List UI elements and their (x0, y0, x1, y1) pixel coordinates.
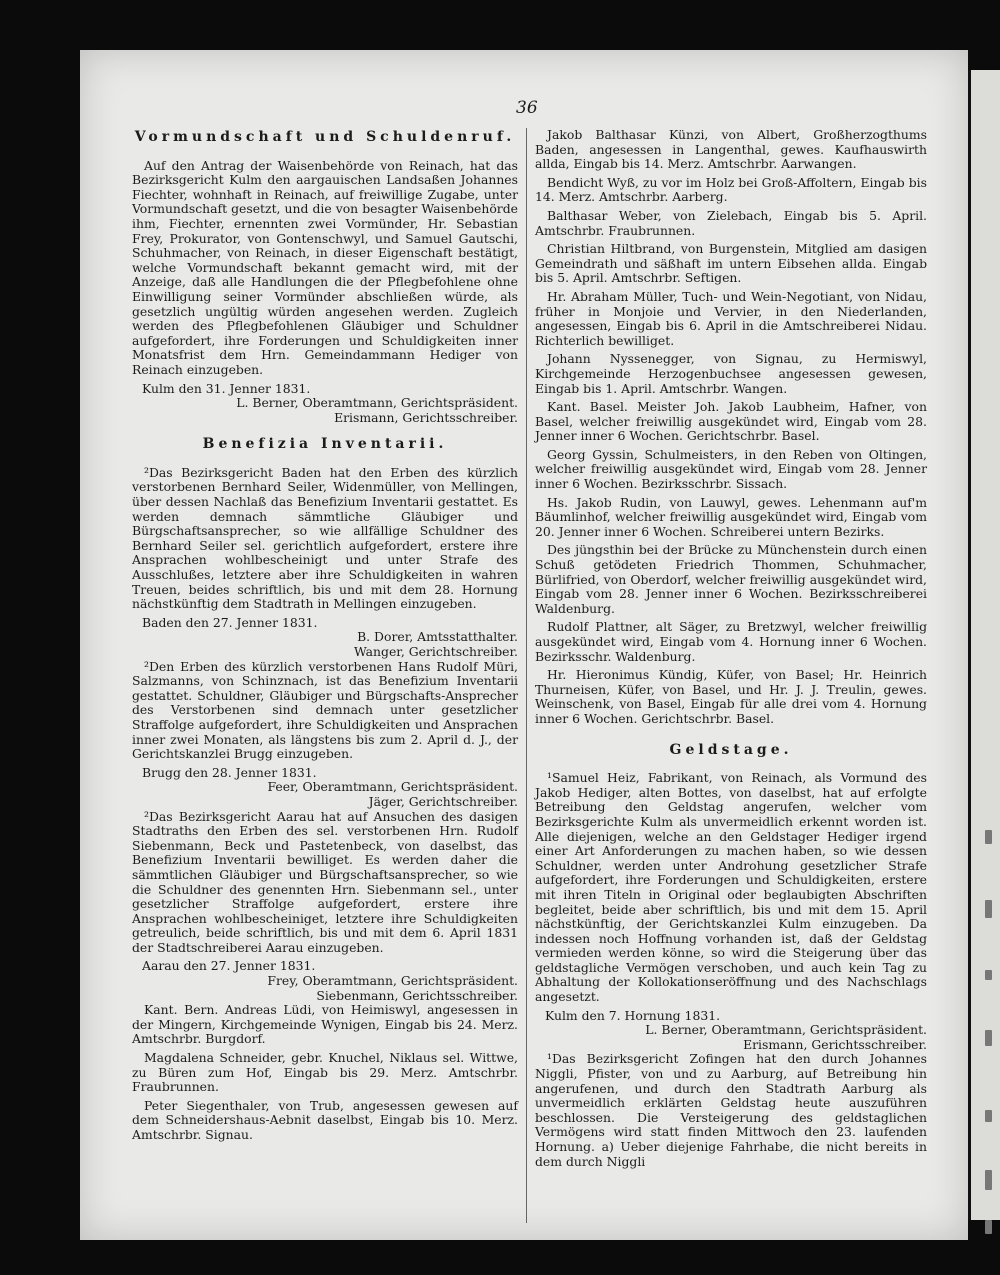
section-heading-geldstage: Geldstage. (669, 741, 793, 758)
notice-entry: Kant. Basel. Meister Joh. Jakob Laubheim, Hafner, von Basel, welcher freiwillig ausgekündet wird, Eingab vom 28. Jenner inner 6 Wochen. Gerichtschrbr. Basel. (535, 399, 927, 444)
column-divider (526, 128, 527, 1223)
section-heading-vormundschaft: Vormundschaft und Schuldenruf. (134, 129, 516, 145)
notice-date: Kulm den 7. Hornung 1831. (545, 1007, 721, 1023)
notice-date: Kulm den 31. Jenner 1831. (142, 380, 311, 396)
notice-entry: Christian Hiltbrand, von Burgenstein, Mitglied am dasigen Gemeindrath und säßhaft im untern Eibsehen allda. Eingab bis 5. April. Amtschrbr. Seftigen. (535, 241, 927, 286)
adjacent-page-edge (968, 70, 1000, 1220)
notice-text: ²Das Bezirksgericht Baden hat den Erben des kürzlich verstorbenen Bernhard Seiler, Widenmüller, von Mellingen, über dessen Nachlaß das Benefizium Inventarii gestattet. Es werden demnach sämmtliche Gläubiger und Bürgschaftsansprecher, so wie allfällige Schuldner des Bernhard Seiler sel. gerichtlich aufgefordert, erstere ihre Ansprachen wohlbescheinigt und unter Strafe des Ausschlußes, letztere aber ihre Schuldigkeiten in wahren Treuen, beides schriftlich, bis und mit dem 28. Hornung nächstkünftig dem Stadtrath in Mellingen einzugeben. (132, 464, 518, 612)
notice-entry: Rudolf Plattner, alt Säger, zu Bretzwyl, welcher freiwillig ausgekündet wird, Eingab vom 4. Hornung inner 6 Wochen. Bezirksschr. Waldenburg. (535, 619, 927, 664)
notice-entry: Peter Siegenthaler, von Trub, angesessen gewesen auf dem Schneidershaus-Aebnit daselbst, Eingab bis 10. Merz. Amtschrbr. Signau. (132, 1097, 518, 1142)
notice-signature: L. Berner, Oberamtmann, Gerichtspräsident. (236, 395, 518, 411)
page-number: 36 (516, 98, 538, 118)
notice-text: ²Den Erben des kürzlich verstorbenen Hans Rudolf Müri, Salzmanns, von Schinznach, ist das Benefizium Inventarii gestattet. Schuldner, Gläubiger und Bürgschafts-Ansprecher des Verstorbenen sind demnach unter gesetzlicher Straffolge aufgefordert, ihre Schuldigkeiten und Ansprachen inner zwei Monaten, als längstens bis zum 2. April d. J., der Gerichtskanzlei Brugg einzugeben. (132, 658, 518, 762)
notice-signature: B. Dorer, Amtsstatthalter. (357, 629, 518, 645)
notice-signature: Wanger, Gerichtschreiber. (353, 644, 518, 659)
left-column (132, 128, 518, 1147)
notice-signature: Feer, Oberamtmann, Gerichtspräsident. (267, 779, 518, 795)
notice-entry: Hs. Jakob Rudin, von Lauwyl, gewes. Lehenmann auf'm Bäumlinhof, welcher freiwillig ausgekündet wird, Eingab vom 20. Jenner inner 6 Wochen. Schreiberei untern Bezirks. (535, 494, 927, 539)
notice-text: ²Das Bezirksgericht Aarau hat auf Ansuchen des dasigen Stadtraths den Erben des sel. verstorbenen Hrn. Rudolf Siebenmann, Beck und Pastetenbeck, von daselbst, das Benefizium Inventarii bewilliget. Es werden daher die sämmtlichen Gläubiger und Bürgschaftsansprecher, so wie die Schuldner des genennten Hrn. Siebenmann sel., unter gesetzlicher Straffolge aufgefordert, erstere ihre Ansprachen wohlbescheiniget, letztere ihre Schuldigkeiten getreulich, beide schriftlich, bis und mit dem 6. April 1831 der Stadtschreiberei Aarau einzugeben. (132, 808, 518, 955)
notice-entry: Magdalena Schneider, gebr. Knuchel, Niklaus sel. Wittwe, zu Büren zum Hof, Eingab bis 29. Merz. Amtschrbr. Fraubrunnen. (132, 1050, 518, 1095)
notice-entry: Bendicht Wyß, zu vor im Holz bei Groß-Affoltern, Eingab bis 14. Merz. Amtschrbr. Aarberg. (535, 174, 927, 205)
notice-entry: Balthasar Weber, von Zielebach, Eingab bis 5. April. Amtschrbr. Fraubrunnen. (535, 207, 927, 238)
right-column (535, 128, 927, 1173)
notice-entry: Hr. Abraham Müller, Tuch- und Wein-Negotiant, von Nidau, früher in Monjoie und Vervier, in den Niederlanden, angesessen, Eingab bis 6. April in die Amtschreiberei Nidau. Richterlich bewilliget. (535, 288, 927, 348)
notice-signature: L. Berner, Oberamtmann, Gerichtspräsident. (645, 1022, 927, 1038)
notice-text: Auf den Antrag der Waisenbehörde von Reinach, hat das Bezirksgericht Kulm den aargauischen Landsaßen Johannes Fiechter, wohnhaft in Reinach, auf freiwillige Zugabe, unter Vormundschaft gesetzt, und die von besagter Waisenbehörde ihm, Fiechter, ernennten zwei Vormünder, Hr. Sebastian Frey, Prokurator, von Gontenschwyl, und Samuel Gautschi, Schuhmacher, von Reinach, in dieser Eigenschaft bestätigt, welche Vormundschaft bekannt gemacht wird, mit der Anzeige, daß alle Handlungen die der Pflegbefohlene ohne Einwilligung seiner Vormünder abschließen würde, als gesetzlich ungültig würden angesehen werden. Zugleich werden des Pflegbefohlenen Gläubiger und Schuldner aufgefordert, ihre Forderungen und Schuldigkeiten inner Monatsfrist dem Hrn. Gemeindammann Hediger von Reinach einzugeben. (132, 157, 518, 377)
notice-signature: Jäger, Gerichtschreiber. (368, 793, 518, 809)
notice-entry: Johann Nyssenegger, von Signau, zu Hermiswyl, Kirchgemeinde Herzogenbuchsee angesessen gewesen, Eingab bis 1. April. Amtschrbr. Wangen. (535, 351, 927, 396)
notice-text: ¹Samuel Heiz, Fabrikant, von Reinach, als Vormund des Jakob Hediger, alten Bottes, von daselbst, hat auf erfolgte Betreibung den Geldstag angerufen, welcher vom Bezirksgerichte Kulm als unvermeidlich erkennt worden ist. Alle diejenigen, welche an den Geldstager Hediger irgend einer Art Anforderungen zu machen haben, so wie dessen Schuldner, werden unter Androhung gesetzlicher Strafe aufgefordert, ihre Forderungen und Schuldigkeiten, erstere mit ihren Titeln in Original oder beglaubigten Abschriften begleitet, beide aber schriftlich, bis und mit dem 15. April nächstkünftig, der Gerichtskanzlei Kulm einzugeben. Da indessen noch Hoffnung vorhanden ist, daß der Geldstag vermieden werden könne, so wird die Steigerung über das geldstagliche Vermögen verschoben, und auch kein Tag zu Abhaltung der Kollokationseröffnung und des Nachschlags angesetzt. (535, 770, 927, 1005)
notice-date: Brugg den 28. Jenner 1831. (142, 764, 317, 780)
notice-entry: Jakob Balthasar Künzi, von Albert, Großherzogthums Baden, angesessen in Langenthal, gewes. Kaufhauswirth allda, Eingab bis 14. Merz. Amtschrbr. Aarwangen. (535, 127, 927, 172)
notice-signature: Erismann, Gerichtsschreiber. (743, 1036, 927, 1052)
notice-signature: Siebenmann, Gerichtsschreiber. (316, 987, 518, 1003)
notice-entry: Georg Gyssin, Schulmeisters, in den Reben von Oltingen, welcher freiwillig ausgekündet wird, Eingab vom 28. Jenner inner 6 Wochen. Bezirksschrbr. Sissach. (535, 446, 927, 492)
notice-entry: Des jüngsthin bei der Brücke zu Münchenstein durch einen Schuß getödeten Friedrich Thommen, Schuhmacher, Bürlifried, von Oberdorf, welcher freiwillig ausgekündet wird, Eingab vom 28. Jenner inner 6 Wochen. Bezirksschreiberei Waldenburg. (535, 542, 927, 616)
notice-signature: Erismann, Gerichtsschreiber. (334, 409, 518, 425)
notice-signature: Frey, Oberamtmann, Gerichtspräsident. (267, 973, 518, 989)
notice-date: Aarau den 27. Jenner 1831. (142, 958, 316, 974)
notice-entry: Kant. Bern. Andreas Lüdi, von Heimiswyl, angesessen in der Mingern, Kirchgemeinde Wynigen, Eingab bis 24. Merz. Amtschrbr. Burgdorf. (132, 1002, 518, 1047)
notice-entry: Hr. Hieronimus Kündig, Küfer, von Basel; Hr. Heinrich Thurneisen, Küfer, von Basel, und Hr. J. J. Treulin, gewes. Weinschenk, von Basel, Eingab für alle drei vom 4. Hornung inner 6 Wochen. Gerichtschrbr. Basel. (535, 667, 927, 726)
notice-date: Baden den 27. Jenner 1831. (142, 614, 318, 630)
section-heading-benefizia: Benefizia Inventarii. (202, 436, 448, 453)
notice-text: ¹Das Bezirksgericht Zofingen hat den durch Johannes Niggli, Pfister, von und zu Aarburg, auf Betreibung hin angerufenen, und durch den Stadtrath Aarburg als unvermeidlich erklärten Geldstag heute auszuführen beschlossen. Die Versteigerung des geldstaglichen Vermögens wird statt finden Mittwoch den 23. laufenden Hornung. a) Ueber diejenige Fahrhabe, die nicht bereits in dem durch Niggli (535, 1051, 927, 1169)
